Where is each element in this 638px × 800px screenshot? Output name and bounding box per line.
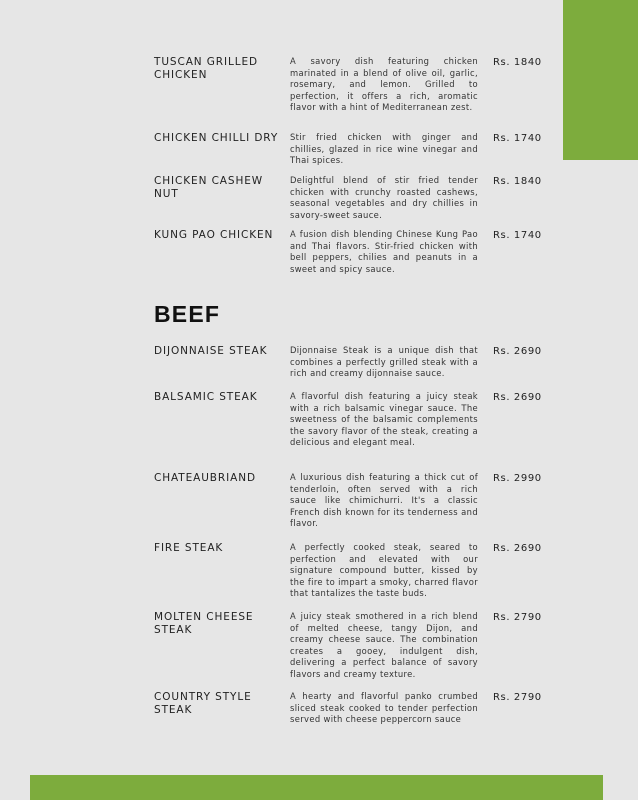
item-description: A juicy steak smothered in a rich blend of melted cheese, tangy Dijon, and creamy cheese sauce. The combination creates a gooey, indulgent dish, delivering a perfect balance of savory flavors and creamy texture.: [290, 611, 478, 679]
item-price: Rs. 2690: [493, 346, 542, 357]
item-description: Stir fried chicken with ginger and chillies, glazed in rice wine vinegar and Thai spices.: [290, 132, 478, 165]
item-name: CHATEAUBRIAND: [154, 472, 256, 484]
item-name: CHICKEN CASHEW NUT: [154, 175, 264, 200]
item-price: Rs. 2790: [493, 692, 542, 703]
item-description: A savory dish featuring chicken marinated in a blend of olive oil, garlic, rosemary, and lemon. Grilled to perfection, it offers a rich, aromatic flavor with a hint of Mediterranean zest.: [290, 56, 478, 112]
item-name: COUNTRY STYLE STEAK: [154, 691, 252, 716]
item-description: A perfectly cooked steak, seared to perfection and elevated with our signature compound butter, kissed by the fire to impart a smoky, charred flavor that tantalizes the taste buds.: [290, 542, 478, 598]
item-description: A hearty and flavorful panko crumbed sliced steak cooked to tender perfection served with cheese peppercorn sauce: [290, 691, 478, 724]
item-name: DIJONNAISE STEAK: [154, 345, 268, 357]
item-price: Rs. 1840: [493, 176, 542, 187]
item-price: Rs. 2690: [493, 543, 542, 554]
item-description: Delightful blend of stir fried tender chicken with crunchy roasted cashews, seasonal vegetables and dry chillies in savory-sweet sauce.: [290, 175, 478, 220]
item-name: MOLTEN CHEESE STEAK: [154, 611, 254, 636]
item-price: Rs. 1740: [493, 230, 542, 241]
accent-bar-bottom: [30, 775, 603, 800]
item-description: A fusion dish blending Chinese Kung Pao and Thai flavors. Stir-fried chicken with bell peppers, chilies and peanuts in a sweet and spicy sauce.: [290, 229, 478, 274]
item-name: FIRE STEAK: [154, 542, 224, 554]
item-name: TUSCAN GRILLED CHICKEN: [154, 56, 259, 81]
item-name: BALSAMIC STEAK: [154, 391, 258, 403]
item-price: Rs. 2990: [493, 473, 542, 484]
item-price: Rs. 2690: [493, 392, 542, 403]
item-price: Rs. 1740: [493, 133, 542, 144]
accent-bar-right: [563, 0, 638, 160]
item-description: A luxurious dish featuring a thick cut of tenderloin, often served with a rich sauce like chimichurri. It's a classic French dish known for its tenderness and flavor.: [290, 472, 478, 528]
item-price: Rs. 2790: [493, 612, 542, 623]
item-price: Rs. 1840: [493, 57, 542, 68]
section-title-beef: BEEF: [154, 301, 221, 327]
item-name: KUNG PAO CHICKEN: [154, 229, 274, 241]
item-description: Dijonnaise Steak is a unique dish that combines a perfectly grilled steak with a rich and creamy dijonnaise sauce.: [290, 345, 478, 378]
item-description: A flavorful dish featuring a juicy steak with a rich balsamic vinegar sauce. The sweetness of the balsamic complements the savory flavor of the steak, creating a delicious and elegant meal.: [290, 391, 478, 447]
item-name: CHICKEN CHILLI DRY: [154, 132, 279, 144]
